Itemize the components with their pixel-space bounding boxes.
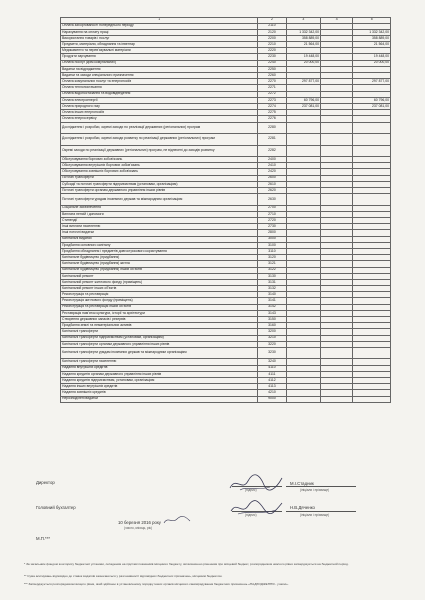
row-name-cell: Поточні трансферти (61, 175, 258, 181)
row-name-cell: Капітальний ремонт інших об'єктів (61, 286, 258, 292)
director-label: Директор (36, 480, 55, 485)
row-code-cell: 2610 (258, 181, 286, 187)
row-name-cell: Капітальні трансферти (61, 329, 258, 335)
row-value-cell (286, 194, 320, 206)
row-name-cell: Створення державних запасів і резервів (61, 317, 258, 323)
row-name-cell: Надання зовнішніх кредитів (61, 390, 258, 396)
row-name-cell: Інші виплати населенню (61, 224, 258, 230)
date-scrawl (162, 514, 192, 526)
row-value-cell: 237 081,00 (286, 103, 320, 109)
row-code-cell: 3130 (258, 273, 286, 279)
row-name-cell: Обслуговування боргових зобов'язань (61, 157, 258, 163)
row-value-cell: 1 332 342,00 (286, 29, 320, 35)
row-name-cell: Дослідження і розробки, окремі заходи по реалізації державних (регіональних) програм (61, 122, 258, 134)
row-name-cell: Капітальні трансферти населенню (61, 359, 258, 365)
row-value-cell (286, 145, 320, 157)
row-value-cell: 358 889,00 (353, 35, 391, 41)
row-code-cell: 2730 (258, 224, 286, 230)
row-code-cell: 2420 (258, 169, 286, 175)
row-value-cell (353, 145, 391, 157)
row-name-cell: Обслуговування внутрішніх боргових зобов'язань (61, 163, 258, 169)
row-name-cell: Поточні трансферти урядам іноземних держав та міжнародним організаціям (61, 194, 258, 206)
row-code-cell: 2275 (258, 110, 286, 116)
row-name-cell: Оплата послуг (крім комунальних) (61, 60, 258, 66)
row-code-cell: 2230 (258, 54, 286, 60)
footnote-2: ** Сума асигнувань відповідно до ставок видатків зазначаються у разі наявності відповідних бюджетних призначень, місцевим бюджетом. (24, 574, 223, 578)
row-code-cell: 2120 (258, 29, 286, 35)
table-row (61, 145, 391, 157)
accountant-signature-scrawl (228, 498, 288, 518)
row-name-cell: Субсидії та поточні трансферти підприємствам (установам, організаціям) (61, 181, 258, 187)
row-code-cell: 2274 (258, 103, 286, 109)
director-name-line (286, 486, 356, 487)
row-value-cell (353, 134, 391, 146)
row-value-cell: 20 000,00 (286, 60, 320, 66)
row-name-cell: Медикаменти та перев'язувальні матеріали (61, 48, 258, 54)
row-name-cell: Оплата заборгованості попереднього періоду (61, 23, 258, 29)
row-name-cell: Надання внутрішніх кредитів (61, 365, 258, 371)
row-code-cell: 3142 (258, 304, 286, 310)
row-code-cell: 4111 (258, 371, 286, 377)
row-name-cell: Реконструкція та реставрація інших об'єктів (61, 304, 258, 310)
row-code-cell: 3220 (258, 341, 286, 347)
date-caption: (число, місяць, рік) (124, 526, 152, 530)
row-code-cell: 4210 (258, 390, 286, 396)
table-row (61, 396, 391, 402)
accountant-name: Н.В.Дяченко (290, 505, 315, 510)
row-name-cell: Капітальні трансферти урядам іноземних держав та міжнародним організаціям (61, 347, 258, 359)
row-value-cell: 297 877,00 (286, 79, 320, 85)
row-name-cell: Обслуговування зовнішніх боргових зобов'язань (61, 169, 258, 175)
row-code-cell: 2240 (258, 60, 286, 66)
row-code-cell: 2272 (258, 91, 286, 97)
header-cell: 3 (286, 18, 320, 24)
row-code-cell: 3120 (258, 255, 286, 261)
row-name-cell: Видатки на відрядження (61, 66, 258, 72)
row-code-cell: 2620 (258, 187, 286, 193)
row-code-cell: 3210 (258, 335, 286, 341)
accountant-name-line (286, 511, 356, 512)
row-code-cell: 2800 (258, 230, 286, 236)
row-code-cell: 3143 (258, 310, 286, 316)
row-name-cell: Реконструкція та реставрація (61, 292, 258, 298)
row-value-cell (321, 194, 353, 206)
row-code-cell: 2700 (258, 205, 286, 211)
row-name-cell: Придбання обладнання і предметів довгострокового користування (61, 248, 258, 254)
row-name-cell: Реставрація пам'яток культури, історії та архітектури (61, 310, 258, 316)
row-name-cell: Капітальне будівництво (придбання) (61, 255, 258, 261)
row-code-cell: 2220 (258, 48, 286, 54)
row-name-cell: Оплата природного газу (61, 103, 258, 109)
signing-date: 10 березня 2016 року (118, 520, 161, 525)
row-value-cell (321, 122, 353, 134)
row-name-cell: Капітальний ремонт житлового фонду (приміщень) (61, 279, 258, 285)
row-name-cell: Придбання основного капіталу (61, 242, 258, 248)
row-name-cell: Надання інших внутрішніх кредитів (61, 384, 258, 390)
row-code-cell: 9000 (258, 396, 286, 402)
footnote-3: *** Затверджується розпорядником вищого рівня, який здійснює в установленому порядку інших органів місцевого самоврядування бюджетних призначень «НАДХОДЖЕННЯ - учасні». (24, 582, 289, 586)
row-value-cell (353, 122, 391, 134)
row-code-cell: 2281 (258, 134, 286, 146)
header-cell: 1 (61, 18, 258, 24)
row-value-cell (353, 396, 391, 402)
row-name-cell: Оплата енергосервісу (61, 116, 258, 122)
row-code-cell: 2210 (258, 42, 286, 48)
row-name-cell: Оплата водопостачання та водовідведення (61, 91, 258, 97)
row-code-cell: 2280 (258, 122, 286, 134)
director-name: М.І.Стадник (290, 481, 314, 486)
signature-caption: (підпис) (245, 488, 257, 492)
row-name-cell: Капітальне будівництво (придбання) інших об'єктів (61, 267, 258, 273)
signature-caption: (підпис) (245, 513, 257, 517)
initials-caption: (ініціали і прізвище) (300, 513, 330, 517)
row-value-cell: 21 564,00 (353, 42, 391, 48)
row-code-cell: 3122 (258, 267, 286, 273)
row-name-cell: Капітальне будівництво (придбання) житла (61, 261, 258, 267)
row-value-cell (286, 347, 320, 359)
director-signature-scrawl (226, 472, 286, 494)
row-name-cell: Реконструкція житлового фонду (приміщень) (61, 298, 258, 304)
row-code-cell: 4110 (258, 365, 286, 371)
row-name-cell: Оплата інших енергоносіїв (61, 110, 258, 116)
row-name-cell: Капітальні трансферти органам державного управління інших рівнів (61, 341, 258, 347)
row-code-cell: 4112 (258, 378, 286, 384)
row-name-cell: Соціальне забезпечення (61, 205, 258, 211)
row-name-cell: Поточні трансферти органам державного управління інших рівнів (61, 187, 258, 193)
row-name-cell: Виплата пенсій і допомоги (61, 211, 258, 217)
row-code-cell: 3230 (258, 347, 286, 359)
row-value-cell (286, 122, 320, 134)
row-value-cell: 60 796,00 (286, 97, 320, 103)
row-code-cell: 3000 (258, 236, 286, 242)
row-code-cell: 3121 (258, 261, 286, 267)
row-name-cell: Оплата електроенергії (61, 97, 258, 103)
row-code-cell: 2600 (258, 175, 286, 181)
row-code-cell: 2110 (258, 23, 286, 29)
row-value-cell: 60 796,00 (353, 97, 391, 103)
row-value-cell (353, 194, 391, 206)
row-code-cell: 2273 (258, 97, 286, 103)
row-code-cell: 2630 (258, 194, 286, 206)
row-value-cell: 297 877,00 (353, 79, 391, 85)
table-row (61, 347, 391, 359)
row-name-cell: Оплата теплопостачання (61, 85, 258, 91)
row-name-cell: Придбання землі та нематеріальних активів (61, 323, 258, 329)
row-value-cell (286, 396, 320, 402)
expenditure-table (60, 17, 391, 403)
row-code-cell: 2250 (258, 66, 286, 72)
footnote-1: * За загальним фондом кошторису бюджетної установи, складеним на підставі показників місцевого бюджету, які визначено рішенням про місцевий бюджет, розпорядником нижчого рівня затверджується на бюджетний період. (24, 562, 349, 566)
table-row (61, 134, 391, 146)
row-value-cell (321, 145, 353, 157)
row-code-cell: 2410 (258, 163, 286, 169)
row-name-cell: Використання товарів і послуг (61, 35, 258, 41)
row-code-cell: 2400 (258, 157, 286, 163)
row-value-cell: 358 889,00 (286, 35, 320, 41)
row-value-cell (321, 347, 353, 359)
row-code-cell: 2270 (258, 79, 286, 85)
row-code-cell: 3150 (258, 317, 286, 323)
row-value-cell (321, 396, 353, 402)
row-code-cell: 2271 (258, 85, 286, 91)
row-name-cell: Надання кредитів підприємствам, установам, організаціям (61, 378, 258, 384)
row-code-cell: 3100 (258, 242, 286, 248)
initials-caption: (ініціали і прізвище) (300, 488, 330, 492)
row-value-cell: 20 000,00 (353, 60, 391, 66)
row-code-cell: 2276 (258, 116, 286, 122)
row-name-cell: Нерозподілені видатки (61, 396, 258, 402)
header-cell: 4 (321, 18, 353, 24)
stamp-mark: М.П.*** (36, 536, 51, 541)
row-name-cell: Нарахування на оплату праці (61, 29, 258, 35)
row-name-cell: Капітальні трансферти підприємствам (установам, організаціям) (61, 335, 258, 341)
row-code-cell: 3140 (258, 292, 286, 298)
row-code-cell: 3240 (258, 359, 286, 365)
row-value-cell: 237 081,00 (353, 103, 391, 109)
row-code-cell: 2720 (258, 218, 286, 224)
row-name-cell: Оплата комунальних послуг та енергоносіїв (61, 79, 258, 85)
row-value-cell: 19 448,00 (353, 54, 391, 60)
row-value-cell: 19 448,00 (286, 54, 320, 60)
row-code-cell: 4113 (258, 384, 286, 390)
row-code-cell: 3110 (258, 248, 286, 254)
header-cell: 5 (353, 18, 391, 24)
row-code-cell: 3132 (258, 286, 286, 292)
row-name-cell: Капітальний ремонт (61, 273, 258, 279)
row-name-cell: Дослідження і розробки, окремі заходи розвитку по реалізації державних (регіональних) програм (61, 134, 258, 146)
row-code-cell: 2282 (258, 145, 286, 157)
row-value-cell (353, 347, 391, 359)
row-name-cell: Капітальні видатки (61, 236, 258, 242)
row-code-cell: 3200 (258, 329, 286, 335)
row-code-cell: 3141 (258, 298, 286, 304)
row-value-cell (321, 134, 353, 146)
row-value-cell: 1 332 342,00 (353, 29, 391, 35)
row-name-cell: Надання кредитів органам державного управління інших рівнів (61, 371, 258, 377)
row-value-cell (286, 134, 320, 146)
row-code-cell: 2710 (258, 211, 286, 217)
row-name-cell: Стипендії (61, 218, 258, 224)
row-name-cell: Предмети, матеріали, обладнання та інвентар (61, 42, 258, 48)
table-row (61, 194, 391, 206)
accountant-label: Головний бухгалтер (36, 505, 76, 510)
header-cell: 2 (258, 18, 286, 24)
row-code-cell: 3131 (258, 279, 286, 285)
row-name-cell: Інші поточні видатки (61, 230, 258, 236)
row-code-cell: 2260 (258, 73, 286, 79)
row-value-cell: 21 564,00 (286, 42, 320, 48)
table-row (61, 122, 391, 134)
row-code-cell: 3160 (258, 323, 286, 329)
row-name-cell: Окремі заходи по реалізації державних (регіональних) програм, не віднесені до заходів розвитку (61, 145, 258, 157)
row-name-cell: Видатки та заходи спеціального призначення (61, 73, 258, 79)
row-name-cell: Продукти харчування (61, 54, 258, 60)
row-code-cell: 2200 (258, 35, 286, 41)
